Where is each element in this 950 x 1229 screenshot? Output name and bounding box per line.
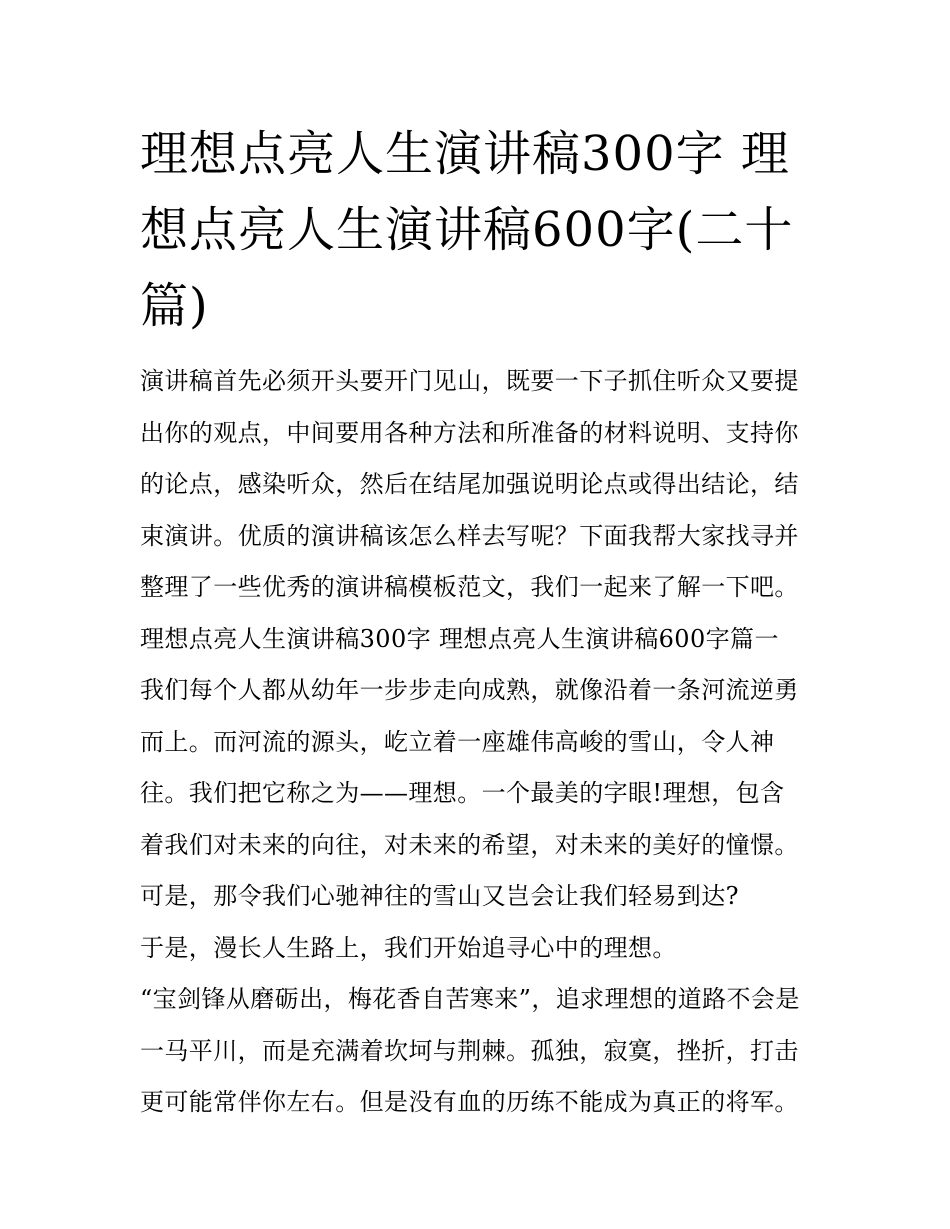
body-line: 束演讲。优质的演讲稿该怎么样去写呢？下面我帮大家找寻并 [140,521,799,550]
body-line: 的论点，感染听众，然后在结尾加强说明论点或得出结论，结 [140,470,799,498]
body-line: 于是，漫长人生路上，我们开始追寻心中的理想。 [140,933,677,962]
body-line: “宝剑锋从磨砺出，梅花香自苦寒来”，追求理想的道路不会是 [140,985,800,1013]
document-title: 理想点亮人生演讲稿300字 理想点亮人生演讲稿600字(二十篇) [140,126,794,334]
body-line: 而上。而河流的源头，屹立着一座雄伟高峻的雪山，令人神 [140,727,775,756]
body-line: 整理了一些优秀的演讲稿模板范文，我们一起来了解一下吧。 [140,573,799,601]
body-line: 我们每个人都从幼年一步步走向成熟，就像沿着一条河流逆勇 [140,676,799,704]
body-line: 着我们对未来的向往，对未来的希望，对未来的美好的憧憬。 [140,830,799,859]
body-line: 出你的观点，中间要用各种方法和所准备的材料说明、支持你 [140,418,799,447]
body-line: 更可能常伴你左右。但是没有血的历练不能成为真正的将军。 [140,1088,799,1116]
document-body [140,356,820,1129]
body-line: 往。我们把它称之为——理想。一个最美的字眼!理想，包含 [140,779,785,807]
section-heading: 理想点亮人生演讲稿300字 理想点亮人生演讲稿600字篇一 [140,624,779,653]
body-line: 可是，那令我们心驰神往的雪山又岂会让我们轻易到达? [140,882,739,910]
body-line: 一马平川，而是充满着坎坷与荆棘。孤独，寂寞，挫折，打击 [140,1036,799,1065]
body-line: 演讲稿首先必须开头要开门见山，既要一下子抓住听众又要提 [140,367,799,395]
